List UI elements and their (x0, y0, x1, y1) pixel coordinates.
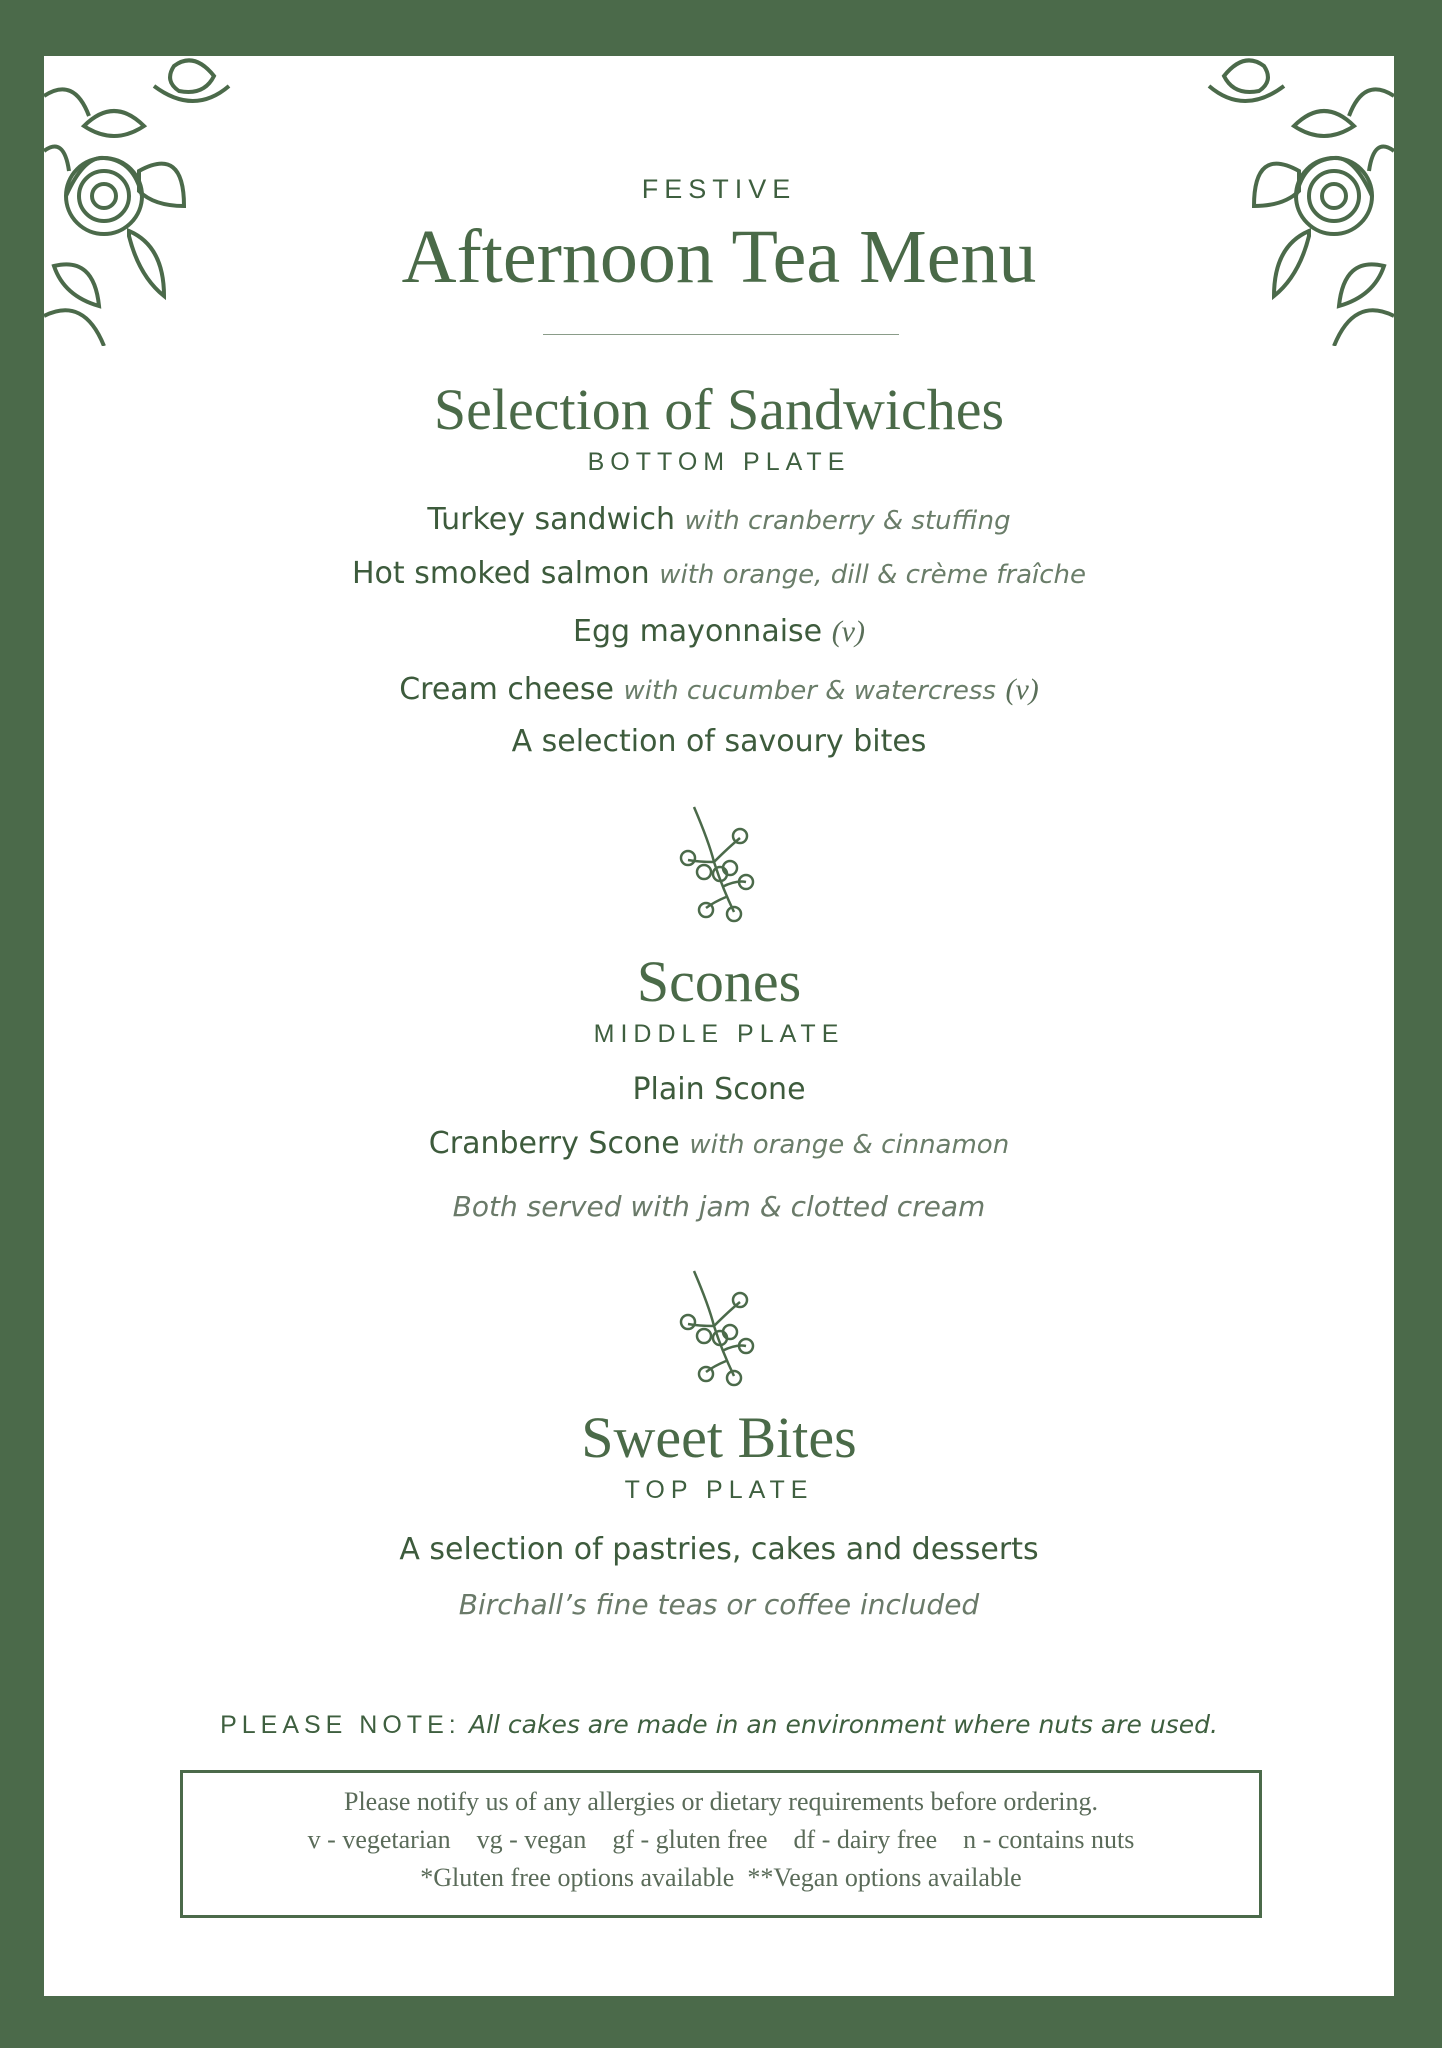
berry-sprig-icon (674, 1266, 774, 1396)
menu-item (44, 1532, 1394, 1567)
item-name: Turkey sandwich (427, 502, 675, 537)
header-divider (543, 334, 899, 335)
section-title-scones: Scones (636, 949, 802, 1014)
item-name: Hot smoked salmon (351, 556, 650, 591)
item-name: Egg mayonnaise (573, 614, 823, 649)
menu-item (44, 1126, 1394, 1161)
menu-item (44, 556, 1394, 591)
section-title-sandwiches: Selection of Sandwiches (433, 377, 1005, 442)
item-name: Plain Scone (632, 1072, 806, 1107)
item-name: Cranberry Scone (428, 1126, 680, 1161)
please-note (44, 1710, 1394, 1740)
menu-item (44, 724, 1394, 759)
allergy-info-box (180, 1770, 1262, 1918)
plate-label-top: TOP PLATE (624, 1476, 814, 1504)
plate-label-middle: MIDDLE PLATE (593, 1020, 845, 1048)
menu-item (44, 1072, 1394, 1107)
allergy-notice: Please notify us of any allergies or dietary requirements before ordering. (344, 1787, 1098, 1816)
item-name: A selection of savoury bites (511, 724, 927, 759)
menu-item (44, 614, 1394, 649)
plate-label-bottom: BOTTOM PLATE (587, 448, 851, 476)
please-note-label: PLEASE NOTE: (220, 1711, 461, 1739)
berry-sprig-icon (674, 802, 774, 932)
menu-item (44, 502, 1394, 537)
page-title: Afternoon Tea Menu (401, 215, 1037, 299)
options-available: *Gluten free options available **Vegan options available (420, 1863, 1022, 1892)
menu-item (44, 672, 1394, 707)
please-note-text: All cakes are made in an environment where nuts are used. (468, 1710, 1218, 1739)
item-name: Cream cheese (399, 672, 614, 707)
item-desc: with orange, dill & crème fraîche (659, 560, 1087, 590)
item-dietary-mark: (v) (1005, 673, 1039, 706)
section-note: Both served with jam & clotted cream (452, 1190, 986, 1223)
item-name: A selection of pastries, cakes and desserts (399, 1532, 1039, 1567)
section-note: Birchall’s fine teas or coffee included (458, 1588, 980, 1621)
section-title-sweet-bites: Sweet Bites (581, 1405, 857, 1470)
header-eyebrow: FESTIVE (641, 174, 797, 204)
item-desc: with orange & cinnamon (689, 1130, 1010, 1160)
dietary-key: v - vegetarian vg - vegan gf - gluten free df - dairy free n - contains nuts (307, 1825, 1135, 1854)
item-desc: with cucumber & watercress (623, 676, 996, 706)
item-dietary-mark: (v) (831, 615, 865, 648)
item-desc: with cranberry & stuffing (684, 506, 1011, 536)
menu-page (44, 56, 1394, 1996)
